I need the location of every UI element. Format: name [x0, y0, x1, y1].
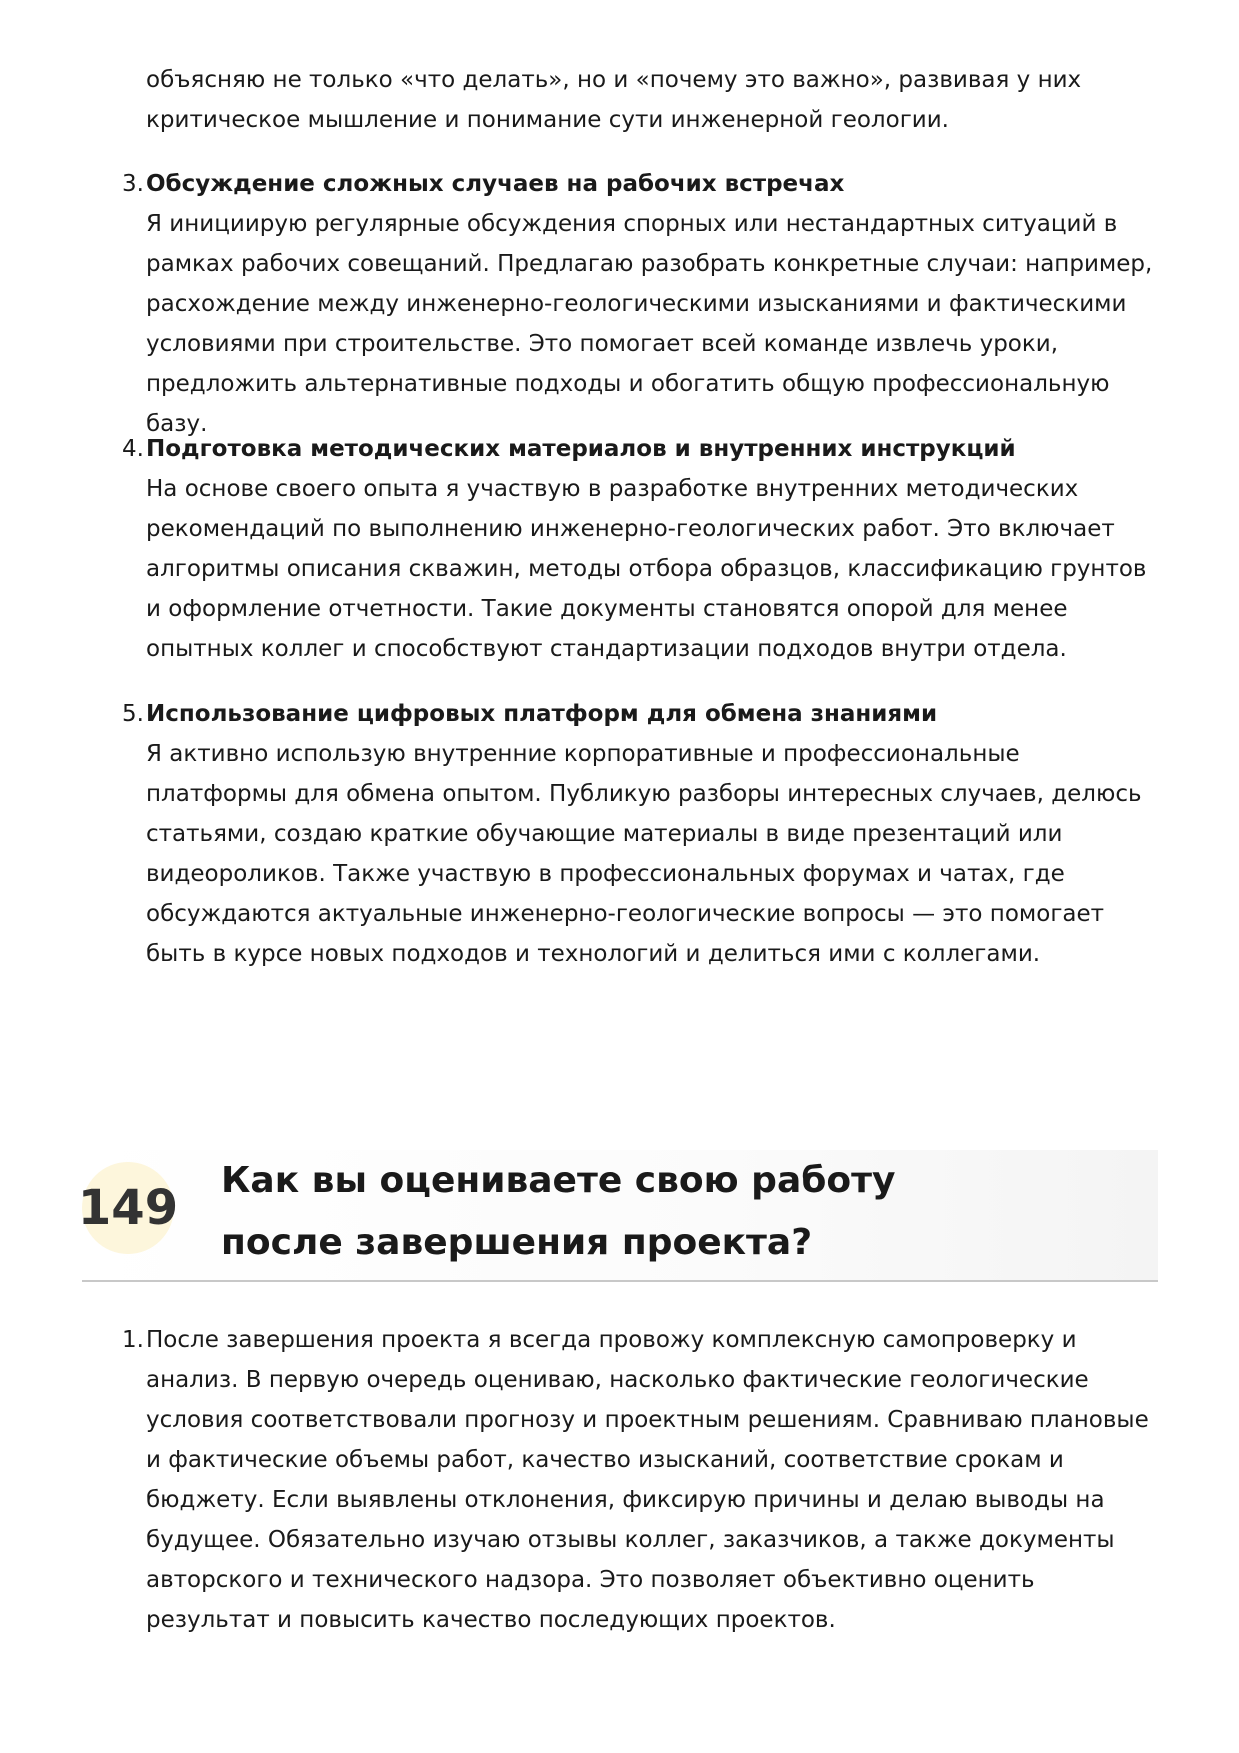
question-title: Как вы оцениваете свою работу после завершения проекта?	[221, 1160, 896, 1263]
list-item-body: Я инициирую регулярные обсуждения спорных или нестандартных ситуаций в рамках рабочих совещаний. Предлагаю разобрать конкретные случаи: например, расхождение между инженерно-геологическими изысканиями и фактическими условиями при строительстве. Это помогает всей команде извлечь уроки, предложить альтернативные подходы и обогатить общую профессиональную базу.	[146, 211, 1153, 437]
answer-item	[122, 1320, 1156, 1640]
list-item-title: Подготовка методических материалов и внутренних инструкций	[146, 436, 1016, 462]
answer-item-number: 1.	[122, 1327, 144, 1353]
intro-text: объясняю не только «что делать», но и «почему это важно», развивая у них критическое мышление и понимание сути инженерной геологии.	[146, 67, 1082, 133]
list-item-number: 5.	[122, 701, 144, 727]
list-item-title: Использование цифровых платформ для обмена знаниями	[146, 701, 938, 727]
list-item-body: Я активно использую внутренние корпоративные и профессиональные платформы для обмена опытом. Публикую разборы интересных случаев, делюсь статьями, создаю краткие обучающие материалы в виде презентаций или видеороликов. Также участвую в профессиональных форумах и чатах, где обсуждаются актуальные инженерно-геологические вопросы — это помогает быть в курсе новых подходов и технологий и делиться ими с коллегами.	[146, 741, 1142, 967]
answer-item-body: После завершения проекта я всегда провожу комплексную самопроверку и анализ. В первую очередь оцениваю, насколько фактические геологические условия соответствовали прогнозу и проектным решениям. Сравниваю плановые и фактические объемы работ, качество изысканий, соответствие срокам и бюджету. Если выявлены отклонения, фиксирую причины и делаю выводы на будущее. Обязательно изучаю отзывы коллег, заказчиков, а также документы авторского и технического надзора. Это позволяет объективно оценить результат и повысить качество последующих проектов.	[146, 1327, 1149, 1633]
question-number-badge: 149	[82, 1162, 174, 1254]
list-item-number: 4.	[122, 436, 144, 462]
list-item-number: 3.	[122, 171, 144, 197]
list-item-title: Обсуждение сложных случаев на рабочих встречах	[146, 171, 845, 197]
list-item	[122, 429, 1156, 669]
list-item-body: На основе своего опыта я участвую в разработке внутренних методических рекомендаций по выполнению инженерно-геологических работ. Это включает алгоритмы описания скважин, методы отбора образцов, классификацию грунтов и оформление отчетности. Такие документы становятся опорой для менее опытных коллег и способствуют стандартизации подходов внутри отдела.	[146, 476, 1147, 662]
list-item	[122, 164, 1156, 444]
intro-paragraph	[146, 60, 1156, 140]
list-item	[122, 694, 1156, 974]
